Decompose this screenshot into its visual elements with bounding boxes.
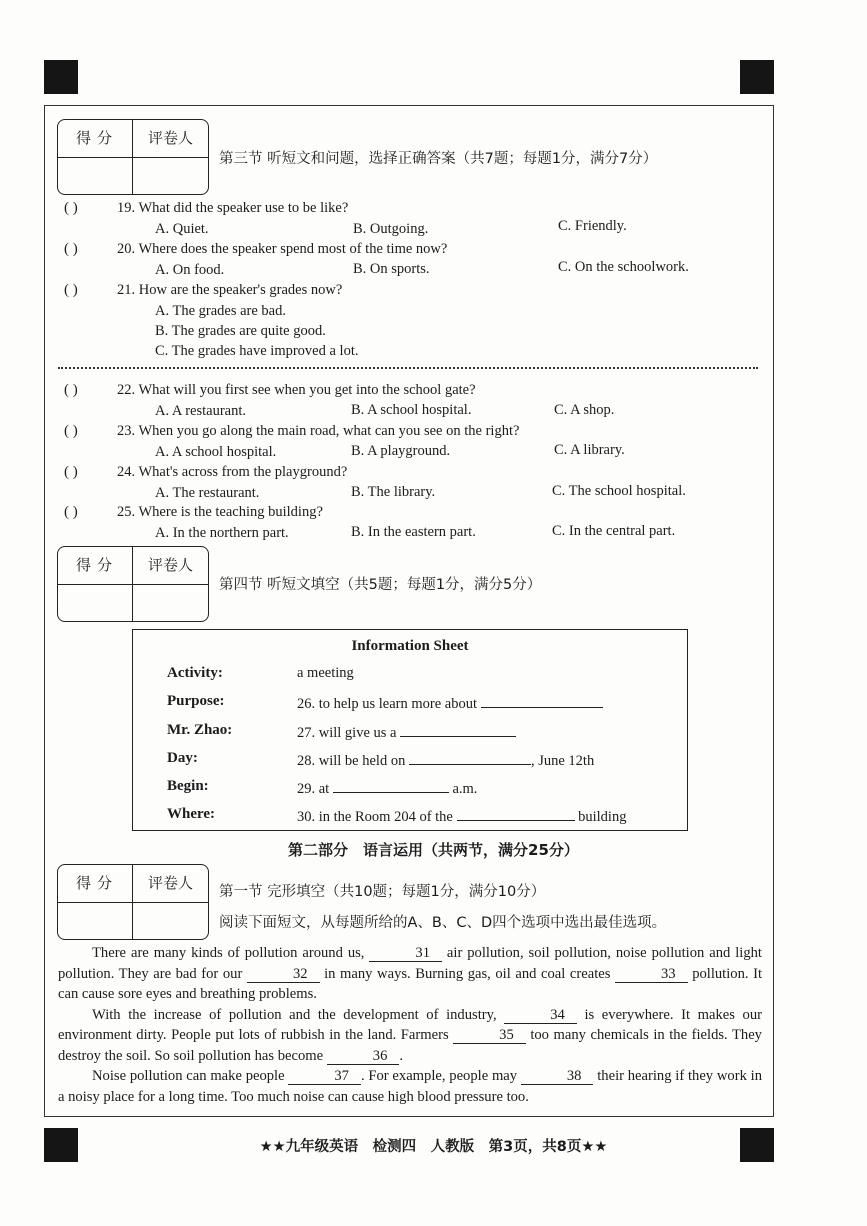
option-24-c: C. The school hospital. [552, 483, 686, 499]
answer-blank-23[interactable]: ( ) [64, 423, 78, 439]
cloze-title: 第一节 完形填空（共10题；每题1分，满分10分） [219, 884, 546, 900]
grader-label: 评卷人 [148, 129, 194, 147]
question-25: 25. Where is the teaching building? [117, 504, 323, 520]
cloze-blank-37[interactable]: 37 [288, 1068, 361, 1085]
answer-blank-19[interactable]: ( ) [64, 200, 78, 216]
option-21-c: C. The grades have improved a lot. [155, 343, 359, 359]
question-21: 21. How are the speaker's grades now? [117, 282, 343, 298]
option-24-a: A. The restaurant. [155, 485, 260, 501]
option-25-a: A. In the northern part. [155, 525, 289, 541]
information-sheet [132, 629, 688, 831]
info-label-activity: Activity: [167, 665, 223, 681]
info-label-purpose: Purpose: [167, 693, 225, 709]
option-21-a: A. The grades are bad. [155, 303, 286, 319]
passage-paragraph-2: With the increase of pollution and the development of industry, 34 is everywhere. It makes our environment dirty. People put lots of rubbish in the land. Farmers 35 too many chemicals in the fields. They destroy the soil. So soil pollution has become 36 . [58, 1006, 763, 1064]
part2-title: 第二部分 语言运用（共两节，满分25分） [288, 841, 579, 859]
cloze-blank-38[interactable]: 38 [521, 1068, 594, 1085]
option-23-a: A. A school hospital. [155, 444, 277, 460]
grader-label: 评卷人 [148, 556, 194, 574]
score-label: 得分 [76, 556, 119, 574]
option-20-a: A. On food. [155, 262, 225, 278]
cloze-passage [58, 943, 762, 1107]
option-21-b: B. The grades are quite good. [155, 323, 326, 339]
option-19-c: C. Friendly. [558, 218, 627, 234]
cloze-blank-34[interactable]: 34 [504, 1007, 577, 1024]
question-20: 20. Where does the speaker spend most of the time now? [117, 241, 448, 257]
fill-blank-28[interactable] [409, 750, 531, 765]
option-23-c: C. A library. [554, 442, 625, 458]
info-value-purpose: 26. to help us learn more about [297, 693, 603, 713]
option-19-a: A. Quiet. [155, 221, 209, 237]
grader-label: 评卷人 [148, 874, 194, 892]
info-label-where: Where: [167, 806, 216, 822]
passage-paragraph-1: There are many kinds of pollution around us, 31 air pollution, soil pollution, noise pollution and light pollution. They are bad for our 32 in many ways. Burning gas, oil and coal creates 33 pollution. It can cause sore eyes and breathing problems. [58, 945, 763, 1002]
passage-paragraph-3: Noise pollution can make people 37 . For example, people may 38 their hearing if they work in a noisy place for a long time. Too much noise can cause high blood pressure too. [58, 1068, 762, 1105]
answer-blank-21[interactable]: ( ) [64, 282, 78, 298]
option-25-c: C. In the central part. [552, 523, 676, 539]
section4-title: 第四节 听短文填空（共5题；每题1分，满分5分） [219, 577, 542, 593]
fill-blank-26[interactable] [481, 693, 603, 708]
answer-blank-20[interactable]: ( ) [64, 241, 78, 257]
registration-mark-top-left [44, 60, 78, 94]
cloze-blank-35[interactable]: 35 [453, 1027, 526, 1044]
option-23-b: B. A playground. [351, 443, 451, 459]
option-22-a: A. A restaurant. [155, 403, 247, 419]
score-box-section3 [57, 119, 209, 195]
option-19-b: B. Outgoing. [353, 221, 429, 237]
registration-mark-top-right [740, 60, 774, 94]
score-box-cloze [57, 864, 209, 940]
fill-blank-30[interactable] [457, 806, 575, 821]
option-20-c: C. On the schoolwork. [558, 259, 689, 275]
cloze-blank-36[interactable]: 36 [327, 1048, 400, 1065]
info-label-begin: Begin: [167, 778, 209, 794]
fill-blank-27[interactable] [400, 722, 516, 737]
answer-blank-22[interactable]: ( ) [64, 382, 78, 398]
fill-blank-29[interactable] [333, 778, 449, 793]
question-19: 19. What did the speaker use to be like? [117, 200, 349, 216]
answer-blank-24[interactable]: ( ) [64, 464, 78, 480]
answer-blank-25[interactable]: ( ) [64, 504, 78, 520]
option-24-b: B. The library. [351, 484, 436, 500]
option-20-b: B. On sports. [353, 261, 430, 277]
question-23: 23. When you go along the main road, what can you see on the right? [117, 423, 520, 439]
info-value-day: 28. will be held on , June 12th [297, 750, 594, 770]
option-25-b: B. In the eastern part. [351, 524, 476, 540]
dotted-divider [58, 367, 758, 369]
cloze-blank-33[interactable]: 33 [615, 966, 688, 983]
section3-title: 第三节 听短文和问题，选择正确答案（共7题；每题1分，满分7分） [219, 151, 658, 167]
info-label-mr-zhao: Mr. Zhao: [167, 722, 233, 738]
page-footer: ★★九年级英语 检测四 人教版 第3页，共8页★★ [259, 1139, 608, 1155]
option-22-b: B. A school hospital. [351, 402, 472, 418]
question-24: 24. What's across from the playground? [117, 464, 348, 480]
score-label: 得分 [76, 874, 119, 892]
question-22: 22. What will you first see when you get into the school gate? [117, 382, 476, 398]
cloze-blank-31[interactable]: 31 [369, 945, 442, 962]
info-label-day: Day: [167, 750, 198, 766]
info-value-where: 30. in the Room 204 of the building [297, 806, 626, 826]
option-22-c: C. A shop. [554, 402, 615, 418]
score-box-section4 [57, 546, 209, 622]
score-label: 得分 [76, 129, 119, 147]
info-value-activity: a meeting [297, 665, 354, 681]
cloze-blank-32[interactable]: 32 [247, 966, 320, 983]
cloze-instruction: 阅读下面短文，从每题所给的A、B、C、D四个选项中选出最佳选项。 [219, 915, 667, 931]
info-sheet-title: Information Sheet [351, 638, 469, 654]
info-value-begin: 29. at a.m. [297, 778, 477, 798]
info-value-mr-zhao: 27. will give us a [297, 722, 516, 742]
